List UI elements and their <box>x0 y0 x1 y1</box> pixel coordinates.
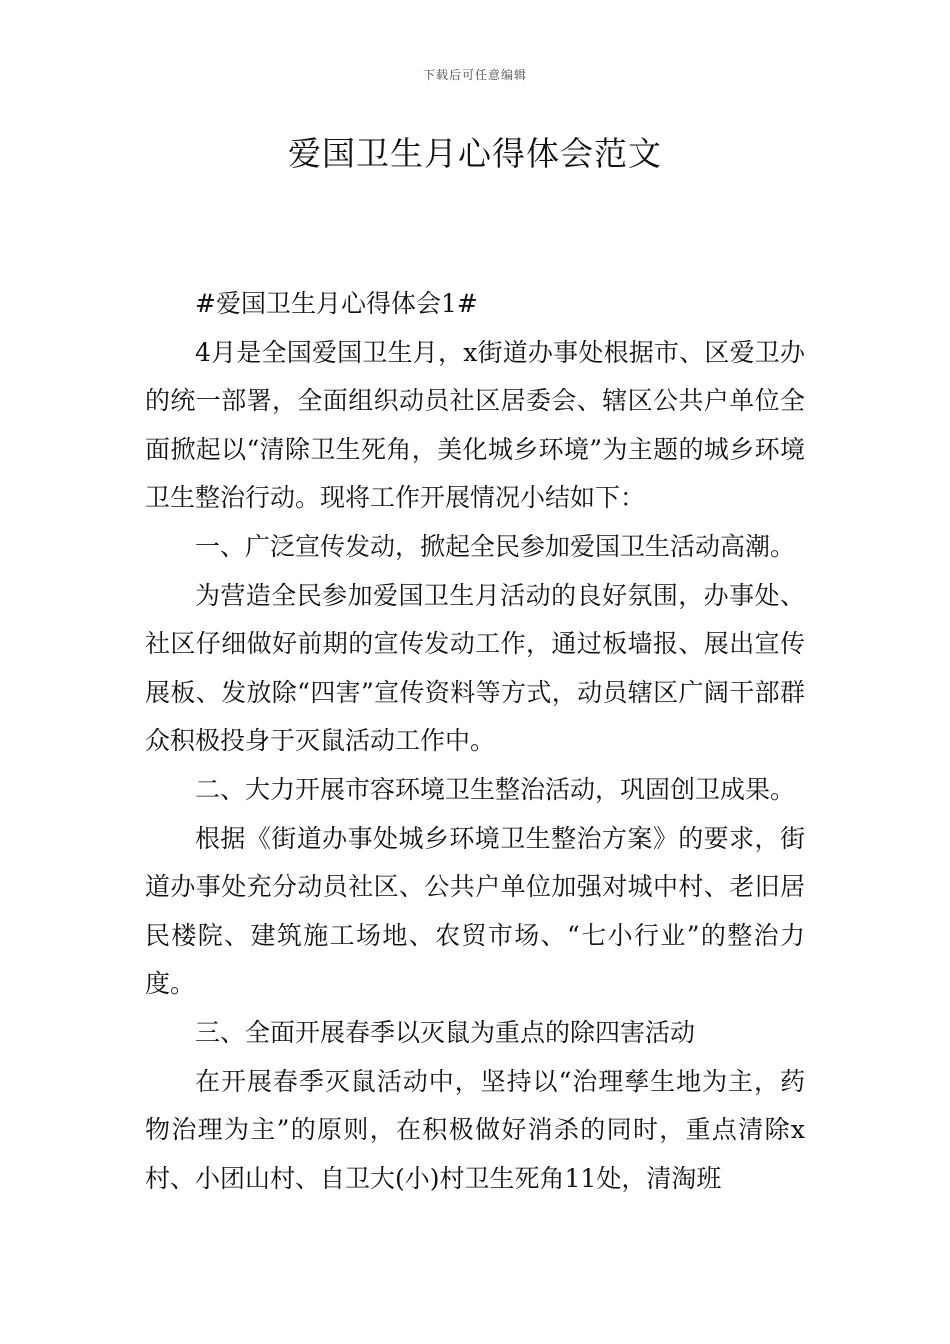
paragraph-intro: 4月是全国爱国卫生月，x街道办事处根据市、区爱卫办的统一部署，全面组织动员社区居委会、辖区公共户单位全面掀起以“清除卫生死角，美化城乡环境”为主题的城乡环境卫生整治行动。现将工作开展情况小结如下： <box>145 337 805 513</box>
paragraph-rectification: 根据《街道办事处城乡环境卫生整治方案》的要求，街道办事处充分动员社区、公共户单位加强对城中村、老旧居民楼院、建筑施工场地、农贸市场、“七小行业”的整治力度。 <box>145 823 805 999</box>
paragraph-rodent-control: 在开展春季灭鼠活动中，坚持以“治理孳生地为主，药物治理为主”的原则，在积极做好消杀的同时，重点清除x村、小团山村、自卫大(小)村卫生死角11处，清淘班 <box>145 1066 805 1193</box>
paragraph-heading-three: 三、全面开展春季以灭鼠为重点的除四害活动 <box>195 1017 696 1047</box>
paragraph-heading-one: 一、广泛宣传发动，掀起全民参加爱国卫生活动高潮。 <box>195 531 796 561</box>
paragraph-section-heading: #爱国卫生月心得体会1# <box>195 289 478 318</box>
document-body <box>145 280 805 1203</box>
header-note: 下载后可任意编辑 <box>422 68 527 82</box>
document-title: 爱国卫生月心得体会范文 <box>288 134 662 173</box>
paragraph-heading-two: 二、大力开展市容环境卫生整治活动，巩固创卫成果。 <box>195 774 796 804</box>
paragraph-publicity: 为营造全民参加爱国卫生月活动的良好氛围，办事处、社区仔细做好前期的宣传发动工作，通过板墙报、展出宣传展板、发放除“四害”宣传资料等方式，动员辖区广阔干部群众积极投身于灭鼠活动工作中。 <box>145 580 805 756</box>
